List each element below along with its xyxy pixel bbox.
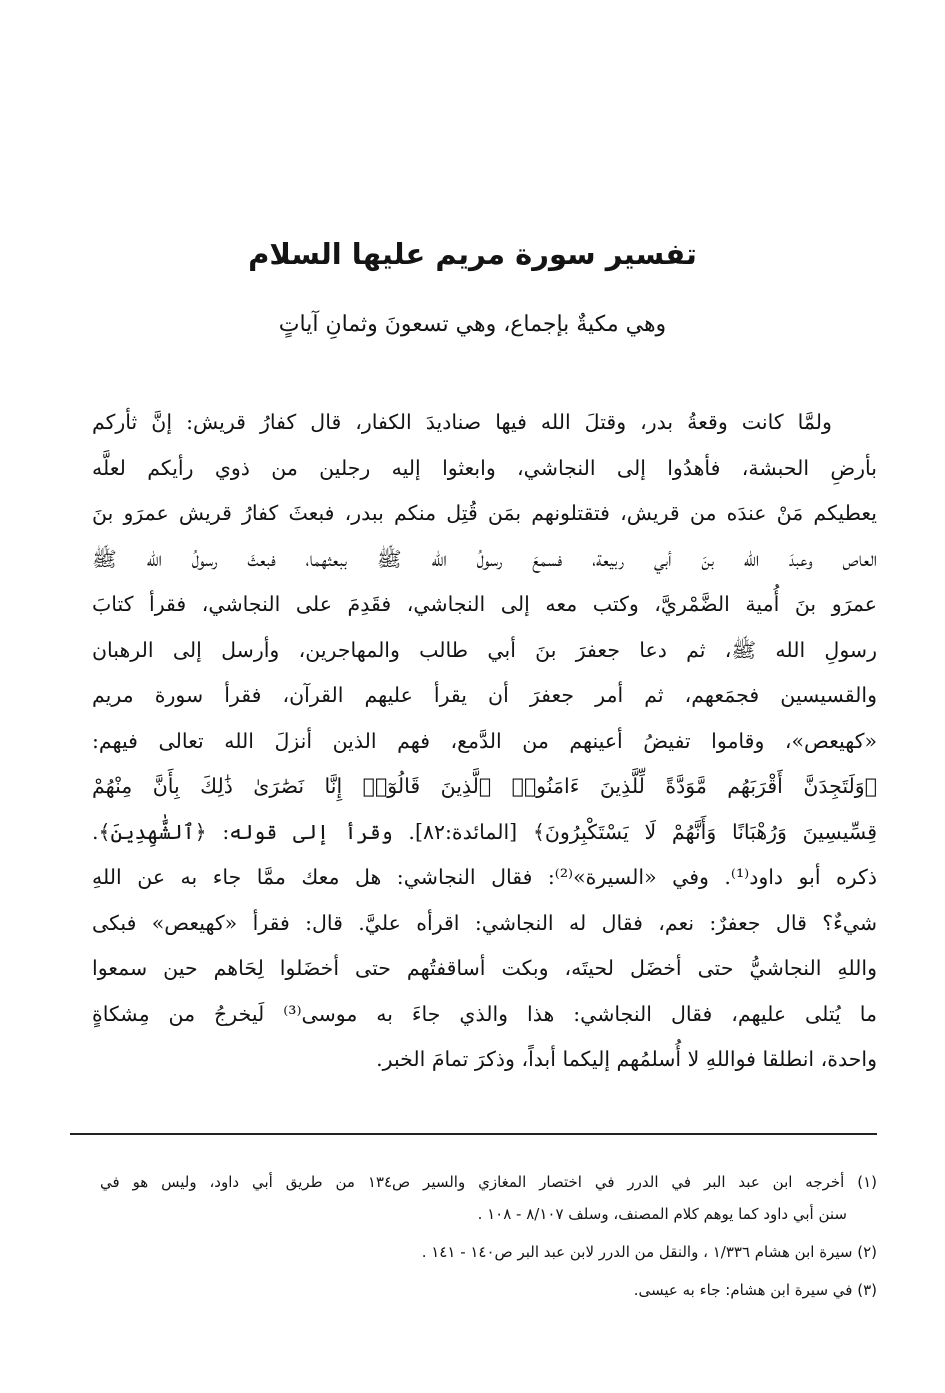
body-line: ذكره أبو داود⁽¹⁾. وفي «السيرة»⁽²⁾: فقال النجاشي: هل معك ممَّا جاء به عن اللهِ [92, 865, 877, 889]
body-line: ولمَّا كانت وقعةُ بدر، وقتلَ الله فيها صناديدَ الكفار، قال كفارُ قريش: إنَّ ثأركم [92, 410, 832, 434]
quran-verse-line: ﴿وَلَتَجِدَنَّ أَقْرَبَهُم مَّوَدَّةً لِّلَّذِينَ ءَامَنُوا۟ ٱلَّذِينَ قَالُوٓا۟ إِنَّا نَصَٰرَىٰ ذَٰلِكَ بِأَنَّ مِنْهُمْ [92, 774, 877, 798]
footnote-divider [70, 1133, 877, 1135]
footnotes-block [100, 1166, 877, 1306]
body-line: واحدة، انطلقا فواللهِ لا أُسلمُهم إليكما أبداً، وذكرَ تمامَ الخبر. [376, 1047, 877, 1071]
body-line: العاص وعبدَ الله بنَ أبي ربيعة، فسمعَ رسولُ الله ﷺ ببعثهما، فبعثَ رسولُ الله ﷺ [92, 546, 877, 571]
body-line: والقسيسين فجمَعهم، ثم أمر جعفرَ أن يقرأ عليهم القرآن، فقرأ سورة مريم [92, 683, 877, 707]
main-text-block [92, 400, 877, 1083]
footnote-3: (٣) في سيرة ابن هشام: جاء به عيسى. [633, 1281, 877, 1299]
body-line: يعطيكم مَنْ عندَه من قريش، فتقتلونهم بمَن قُتِل منكم ببدر، فبعثَ كفارُ قريش عمرَو بنَ [92, 501, 877, 525]
body-line: «كهيعص»، وقاموا تفيضُ أعينهم من الدَّمع، فهم الذين أنزلَ الله تعالى فيهم: [92, 728, 877, 753]
footnote-1-line-2: سنن أبي داود كما يوهم كلام المصنف، وسلف ٨/١٠٧ - ١٠٨ . [477, 1205, 847, 1223]
body-line: ما يُتلى عليهم، فقال النجاشي: هذا والذي جاءَ به موسى⁽³⁾ لَيخرجُ من مِشكاةٍ [92, 1001, 877, 1026]
surah-title: تفسير سورة مريم عليها السلام [248, 237, 697, 271]
body-line: رسولِ الله ﷺ، ثم دعا جعفرَ بنَ أبي طالب والمهاجرين، وأرسل إلى الرهبان [92, 637, 877, 662]
body-line: شيءٌ؟ قال جعفرٌ: نعم، فقال له النجاشي: اقرأه عليَّ. قال: فقرأ «كهيعص» فبكى [92, 910, 877, 935]
quran-verse-line: قِسِّيسِينَ وَرُهْبَانًا وَأَنَّهُمْ لَا يَسْتَكْبِرُونَ﴾ [المائدة:٨٢]. وقرأ إلى قوله: ﴿ٱلشَّٰهِدِينَ﴾. [92, 819, 877, 844]
body-line: بأرضِ الحبشة، فأهدُوا إلى النجاشي، وابعثوا إليه رجلين من ذوي رأيكم لعلَّه [92, 455, 877, 480]
footnote-1-line-1: (١) أخرجه ابن عبد البر في الدرر في اختصار المغازي والسير ص١٣٤ من طريق أبي داود، وليس هو في [100, 1173, 877, 1191]
body-line: واللهِ النجاشيُّ حتى أخضَل لحيتَه، وبكت أساقفتُهم حتى أخضَلوا لِحَاهم حين سمعوا [92, 956, 877, 980]
surah-subtitle: وهي مكيةٌ بإجماع، وهي تسعونَ وثمانِ آياتٍ [278, 312, 667, 337]
body-line: عمرَو بنَ أُمية الضَّمْريَّ، وكتب معه إلى النجاشي، فقَدِمَ على النجاشي، فقرأ كتابَ [92, 592, 877, 616]
footnote-2: (٢) سيرة ابن هشام ١/٣٣٦ ، والنقل من الدرر لابن عبد البر ص١٤٠ - ١٤١ . [421, 1243, 877, 1261]
